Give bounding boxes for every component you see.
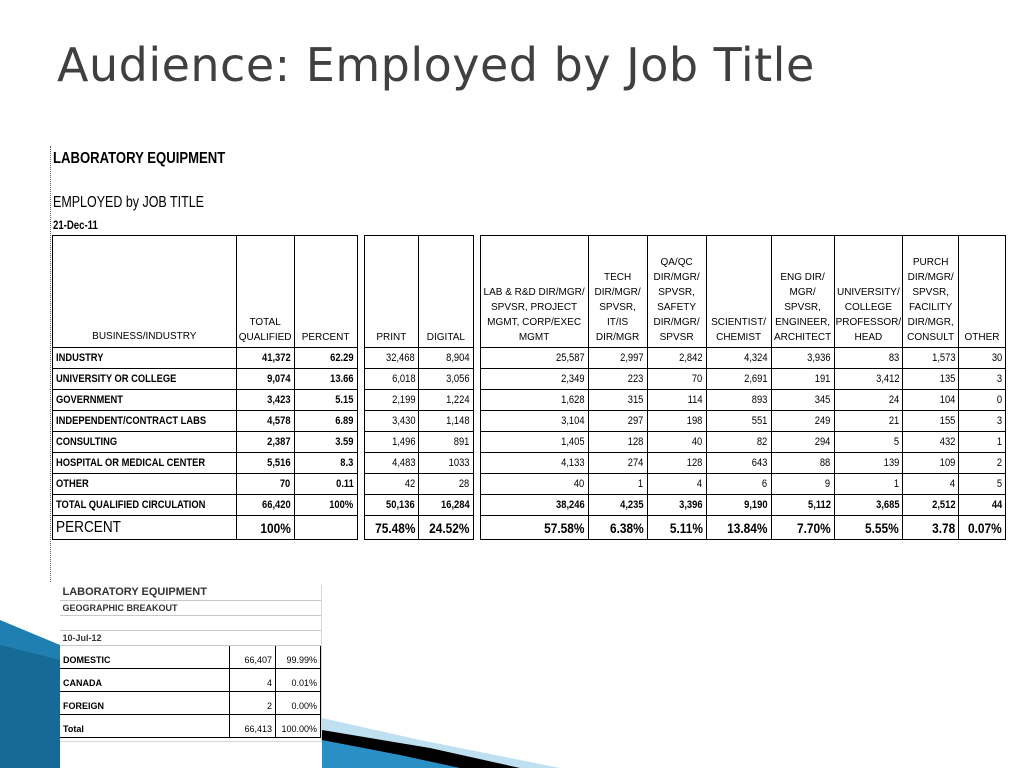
column-header: ENG DIR/ MGR/ SPVSR, ENGINEER, ARCHITECT <box>771 236 834 348</box>
table-cell: 25,587 <box>480 348 588 369</box>
table-cell: 432 <box>903 432 959 453</box>
table-cell: 4,324 <box>706 348 771 369</box>
table-cell: 2,997 <box>588 348 647 369</box>
table-cell: 57.58% <box>480 516 588 540</box>
column-header: DIGITAL <box>419 236 473 348</box>
table-cell <box>294 516 357 540</box>
column-gap <box>473 495 480 516</box>
table-cell: 3 <box>959 411 1006 432</box>
table-cell: 38,246 <box>480 495 588 516</box>
table-cell: 551 <box>706 411 771 432</box>
table-cell: 6.89 <box>294 411 357 432</box>
table-cell: 4 <box>647 474 706 495</box>
left-border-rule <box>50 146 51 582</box>
table-cell: 100% <box>236 516 294 540</box>
table-cell: 5 <box>834 432 903 453</box>
table-cell: 6.38% <box>588 516 647 540</box>
column-gap <box>357 516 364 540</box>
table-cell: 5 <box>959 474 1006 495</box>
column-gap <box>473 411 480 432</box>
table-cell: 3.78 <box>903 516 959 540</box>
geo-subheading: GEOGRAPHIC BREAKOUT <box>60 600 230 615</box>
table-cell: 128 <box>647 453 706 474</box>
column-header: PRINT <box>364 236 418 348</box>
table-row <box>53 516 1006 540</box>
column-gap <box>357 474 364 495</box>
column-header: QA/QC DIR/MGR/ SPVSR, SAFETY DIR/MGR/ SPVSR <box>647 236 706 348</box>
table-cell: 9,190 <box>706 495 771 516</box>
column-gap <box>473 432 480 453</box>
table-cell: 198 <box>647 411 706 432</box>
table-cell: 2,199 <box>364 390 418 411</box>
geo-row-count: 66,413 <box>230 714 276 737</box>
table-header-row <box>53 236 1006 348</box>
table-cell: 4,578 <box>236 411 294 432</box>
table-cell: 3,685 <box>834 495 903 516</box>
table-cell: 155 <box>903 411 959 432</box>
table-cell: 2,691 <box>706 369 771 390</box>
table-cell: 13.84% <box>706 516 771 540</box>
row-label: INDUSTRY <box>53 348 237 369</box>
table-cell: 4,133 <box>480 453 588 474</box>
report-date: 21-Dec-11 <box>53 218 98 232</box>
table-cell: 0 <box>959 390 1006 411</box>
table-cell: 5,516 <box>236 453 294 474</box>
decorative-swoosh <box>0 590 1024 768</box>
table-cell: 100% <box>294 495 357 516</box>
column-gap <box>357 411 364 432</box>
table-cell: 1 <box>588 474 647 495</box>
table-cell: 4,235 <box>588 495 647 516</box>
row-label: OTHER <box>53 474 237 495</box>
geo-row-percent: 99.99% <box>276 645 321 668</box>
column-header: TOTAL QUALIFIED <box>236 236 294 348</box>
table-cell: 9,074 <box>236 369 294 390</box>
table-cell: 24.52% <box>419 516 473 540</box>
geo-row-label: FOREIGN <box>60 691 230 714</box>
table-cell: 6,018 <box>364 369 418 390</box>
row-label: INDEPENDENT/CONTRACT LABS <box>53 411 237 432</box>
row-label: CONSULTING <box>53 432 237 453</box>
table-cell: 1,224 <box>419 390 473 411</box>
column-gap <box>357 236 364 348</box>
table-cell: 1,496 <box>364 432 418 453</box>
table-row <box>53 495 1006 516</box>
table-cell: 2 <box>959 453 1006 474</box>
geo-row-count: 2 <box>230 691 276 714</box>
table-cell: 128 <box>588 432 647 453</box>
column-header: TECH DIR/MGR/ SPVSR, IT/IS DIR/MGR <box>588 236 647 348</box>
slide-title: Audience: Employed by Job Title <box>57 38 815 92</box>
table-row <box>53 432 1006 453</box>
table-cell: 13.66 <box>294 369 357 390</box>
table-cell: 345 <box>771 390 834 411</box>
column-header: SCIENTIST/ CHEMIST <box>706 236 771 348</box>
table-cell: 70 <box>236 474 294 495</box>
table-cell: 6 <box>706 474 771 495</box>
column-header: PERCENT <box>294 236 357 348</box>
column-header: PURCH DIR/MGR/ SPVSR, FACILITY DIR/MGR, CONSULT <box>903 236 959 348</box>
table-cell: 4,483 <box>364 453 418 474</box>
table-cell: 3 <box>959 369 1006 390</box>
table-cell: 3,412 <box>834 369 903 390</box>
table-cell: 5.11% <box>647 516 706 540</box>
table-cell: 0.11 <box>294 474 357 495</box>
table-cell: 3,396 <box>647 495 706 516</box>
table-cell: 3,056 <box>419 369 473 390</box>
table-cell: 1,573 <box>903 348 959 369</box>
table-cell: 0.07% <box>959 516 1006 540</box>
table-cell: 114 <box>647 390 706 411</box>
table-cell: 109 <box>903 453 959 474</box>
table-cell: 191 <box>771 369 834 390</box>
table-cell: 1,628 <box>480 390 588 411</box>
table-row <box>53 411 1006 432</box>
table-cell: 28 <box>419 474 473 495</box>
table-cell: 315 <box>588 390 647 411</box>
table-cell: 1,148 <box>419 411 473 432</box>
table-cell: 8.3 <box>294 453 357 474</box>
table-cell: 1 <box>959 432 1006 453</box>
table-cell: 40 <box>647 432 706 453</box>
column-gap <box>473 348 480 369</box>
row-label: HOSPITAL OR MEDICAL CENTER <box>53 453 237 474</box>
table-cell: 2,387 <box>236 432 294 453</box>
table-cell: 3,423 <box>236 390 294 411</box>
table-cell: 7.70% <box>771 516 834 540</box>
row-label: TOTAL QUALIFIED CIRCULATION <box>53 495 237 516</box>
table-cell: 32,468 <box>364 348 418 369</box>
table-cell: 62.29 <box>294 348 357 369</box>
table-cell: 249 <box>771 411 834 432</box>
table-row <box>53 474 1006 495</box>
table-cell: 2,842 <box>647 348 706 369</box>
table-cell: 3,430 <box>364 411 418 432</box>
table-row <box>53 348 1006 369</box>
column-gap <box>473 369 480 390</box>
table-cell: 42 <box>364 474 418 495</box>
geo-row-percent: 100.00% <box>276 714 321 737</box>
column-header: UNIVERSITY/ COLLEGE PROFESSOR/ HEAD <box>834 236 903 348</box>
table-cell: 5.15 <box>294 390 357 411</box>
geo-date: 10-Jul-12 <box>60 630 230 645</box>
geo-row-label: DOMESTIC <box>60 645 230 668</box>
table-cell: 104 <box>903 390 959 411</box>
column-gap <box>473 236 480 348</box>
geo-row-count: 66,407 <box>230 645 276 668</box>
table-row <box>53 390 1006 411</box>
table-row <box>53 369 1006 390</box>
table-cell: 8,904 <box>419 348 473 369</box>
geo-row-label: Total <box>60 714 230 737</box>
column-header: BUSINESS/INDUSTRY <box>53 236 237 348</box>
column-gap <box>357 432 364 453</box>
table-cell: 274 <box>588 453 647 474</box>
geo-row-label: CANADA <box>60 668 230 691</box>
table-cell: 891 <box>419 432 473 453</box>
table-cell: 3.59 <box>294 432 357 453</box>
column-gap <box>473 453 480 474</box>
table-cell: 139 <box>834 453 903 474</box>
job-title-table <box>52 235 1006 540</box>
row-label: UNIVERSITY OR COLLEGE <box>53 369 237 390</box>
table-row <box>53 453 1006 474</box>
table-cell: 893 <box>706 390 771 411</box>
column-header: LAB & R&D DIR/MGR/ SPVSR, PROJECT MGMT, CORP/EXEC MGMT <box>480 236 588 348</box>
table-cell: 4 <box>903 474 959 495</box>
report-subheading: EMPLOYED by JOB TITLE <box>53 194 204 211</box>
table-cell: 643 <box>706 453 771 474</box>
table-cell: 88 <box>771 453 834 474</box>
table-cell: 66,420 <box>236 495 294 516</box>
deco-blue-shade <box>0 645 60 768</box>
column-gap <box>473 474 480 495</box>
geo-row-count: 4 <box>230 668 276 691</box>
table-cell: 82 <box>706 432 771 453</box>
table-cell: 2,349 <box>480 369 588 390</box>
geo-row-percent: 0.01% <box>276 668 321 691</box>
column-gap <box>357 369 364 390</box>
table-cell: 223 <box>588 369 647 390</box>
table-cell: 44 <box>959 495 1006 516</box>
geo-heading: LABORATORY EQUIPMENT <box>60 585 230 600</box>
column-gap <box>473 516 480 540</box>
table-cell: 294 <box>771 432 834 453</box>
row-label: GOVERNMENT <box>53 390 237 411</box>
report-heading: LABORATORY EQUIPMENT <box>53 150 226 167</box>
table-cell: 1,405 <box>480 432 588 453</box>
table-cell: 16,284 <box>419 495 473 516</box>
table-cell: 3,104 <box>480 411 588 432</box>
table-cell: 3,936 <box>771 348 834 369</box>
table-cell: 21 <box>834 411 903 432</box>
table-cell: 24 <box>834 390 903 411</box>
table-cell: 135 <box>903 369 959 390</box>
table-cell: 5,112 <box>771 495 834 516</box>
table-cell: 9 <box>771 474 834 495</box>
column-gap <box>357 495 364 516</box>
table-cell: 5.55% <box>834 516 903 540</box>
table-cell: 30 <box>959 348 1006 369</box>
row-label: PERCENT <box>53 516 237 540</box>
column-gap <box>473 390 480 411</box>
table-cell: 50,136 <box>364 495 418 516</box>
column-gap <box>357 390 364 411</box>
table-cell: 1 <box>834 474 903 495</box>
table-cell: 83 <box>834 348 903 369</box>
table-cell: 40 <box>480 474 588 495</box>
table-cell: 297 <box>588 411 647 432</box>
table-cell: 70 <box>647 369 706 390</box>
table-cell: 41,372 <box>236 348 294 369</box>
column-gap <box>357 348 364 369</box>
table-cell: 75.48% <box>364 516 418 540</box>
column-header: OTHER <box>959 236 1006 348</box>
table-cell: 1033 <box>419 453 473 474</box>
table-cell: 2,512 <box>903 495 959 516</box>
column-gap <box>357 453 364 474</box>
geo-row-percent: 0.00% <box>276 691 321 714</box>
